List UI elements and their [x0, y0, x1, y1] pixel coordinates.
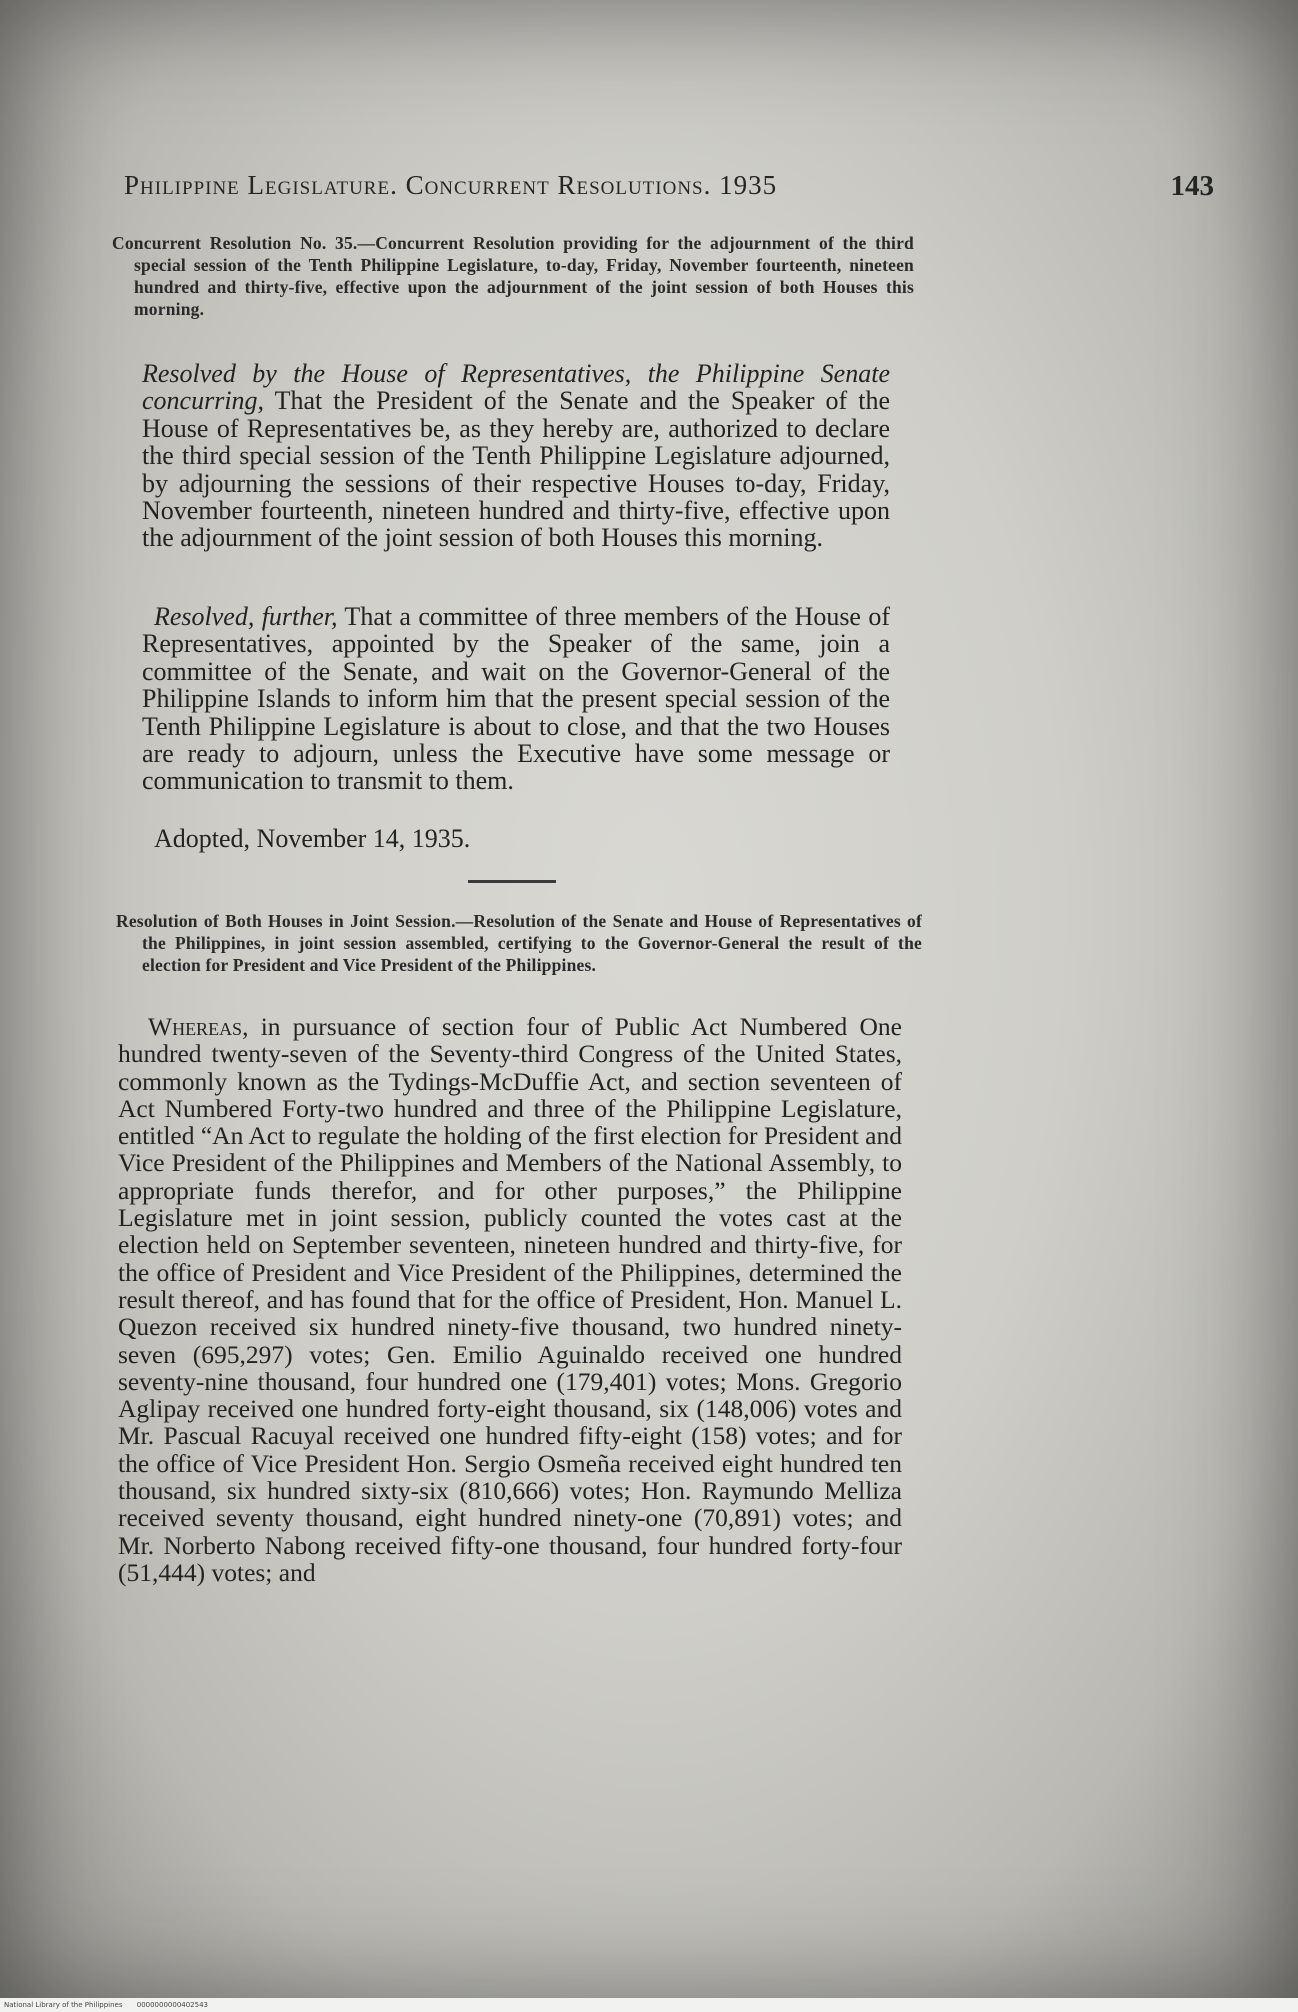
paragraph-1-lead: Resolved by the House of Representatives, the Philippine Senate concurring,: [142, 359, 890, 416]
resolution-35-paragraph-1: [142, 360, 890, 552]
whereas-text: in pursuance of section four of Public Act Numbered One hundred twenty-seven of the Seventy-third Congress of the United States, commonly known as the Tydings-McDuffie Act, and section seventeen of Act Numbered Forty-two hundred and three of the Philippine Legislature, entitled “An Act to regulate the holding of the first election for President and Vice President of the Philippines and Members of the National Assembly, to appropriate funds therefor, and for other purposes,” the Philippine Legislature met in joint session, publicly counted the votes cast at the election held on September seventeen, nineteen hundred and thirty-five, for the office of President and Vice President of the Philippines, determined the result thereof, and has found that for the office of President, Hon. Manuel L. Quezon received six hundred ninety-five thousand, two hundred ninety-seven (695,297) votes; Gen. Emilio Aguinaldo received one hundred seventy-nine thousand, four hundred one (179,401) votes; Mons. Gregorio Aglipay received one hundred forty-eight thousand, six (148,006) votes and Mr. Pascual Racuyal received one hundred fifty-eight (158) votes; and for the office of Vice President Hon. Sergio Osmeña received eight hundred ten thousand, six hundred sixty-six (810,666) votes; Hon. Raymundo Melliza received seventy thousand, eight hundred ninety-one (70,891) votes; and Mr. Norberto Nabong received fifty-one thousand, four hundred forty-four (51,444) votes; and: [118, 1012, 902, 1587]
whereas-paragraph: [118, 1013, 902, 1586]
scan-footer: [0, 1998, 1298, 2012]
adopted-date: Adopted, November 14, 1935.: [154, 824, 471, 853]
resolution-35-caption: Concurrent Resolution No. 35.—Concurrent Resolution providing for the adjournment of the third special session of the Tenth Philippine Legislature, to-day, Friday, November fourteenth, nineteen hundred and thirty-five, effective upon the adjournment of the joint session of both Houses this morning.: [112, 233, 914, 319]
whereas-lead: Whereas,: [148, 1012, 249, 1041]
paragraph-2-text: That a committee of three members of the House of Representatives, appointed by the Speaker of the same, join a committee of the Senate, and wait on the Governor-General of the Philippine Islands to inform him that the present special session of the Tenth Philippine Legislature is about to close, and that the two Houses are ready to adjourn, unless the Executive have some message or communication to transmit to them.: [142, 602, 890, 796]
section-divider: [468, 880, 556, 883]
footer-id: 0000000000402543: [136, 2001, 208, 2009]
paragraph-2-lead: Resolved, further,: [154, 602, 338, 631]
page-number: 143: [1170, 170, 1214, 202]
running-head: [124, 170, 1214, 210]
running-head-title: Philippine Legislature. Concurrent Resolutions. 1935: [124, 170, 778, 200]
footer-library: National Library of the Philippines: [4, 2001, 123, 2009]
resolution-35-paragraph-2: [142, 603, 890, 795]
joint-session-caption: Resolution of Both Houses in Joint Session.—Resolution of the Senate and House of Representatives of the Philippines, in joint session assembled, certifying to the Governor-General the result of the election for President and Vice President of the Philippines.: [116, 911, 922, 975]
paragraph-1-text: That the President of the Senate and the Speaker of the House of Representatives be, as they hereby are, authorized to declare the third special session of the Tenth Philippine Legislature adjourned, by adjourning the sessions of their respective Houses to-day, Friday, November fourteenth, nineteen hundred and thirty-five, effective upon the adjournment of the joint session of both Houses this morning.: [142, 386, 890, 553]
